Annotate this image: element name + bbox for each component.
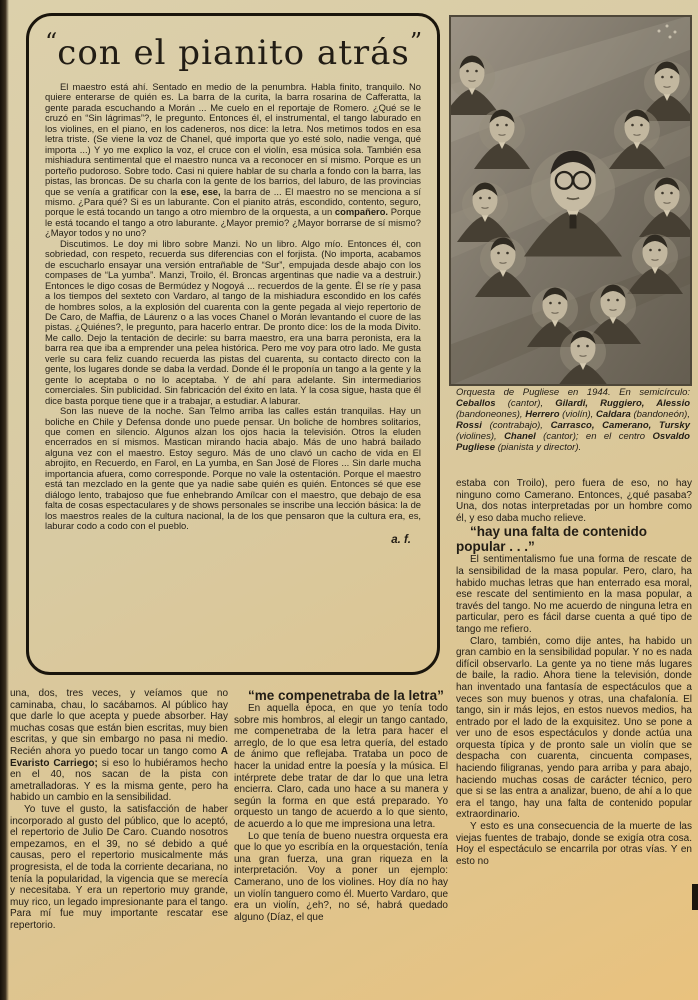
caption-text: (contrabajo), <box>481 420 551 431</box>
caption-text: (bandoneones), <box>456 409 526 420</box>
paragraph-text: si eso lo hubiéramos hecho en el 40, nos sacan de la pista con ametralladoras. Y es la misma gente, pero ha habido un cambio en la sensibilidad. <box>10 757 228 804</box>
musician-name: Carrasco, Camerano, Tursky <box>550 420 690 431</box>
column-paragraph: El sentimentalismo fue una forma de rescate de la sensibilidad de la masa popular. Pero, claro, ha habido muchas letras que han enterrado esa moral, ese rescate del sentimiento en la masa popular, a través del tango. No me acuerdo de ninguna letra en particular, pero es fácil darse cuenta a qué tipo de tango me refiero. <box>456 554 692 635</box>
author-initials: a. f. <box>391 534 411 547</box>
column-paragraph <box>10 688 228 804</box>
musician-name: Ceballos <box>456 398 496 409</box>
musician-name: Rossi <box>456 420 482 431</box>
paragraph-text: la barra de ... El maestro no se menciona a sí mismo. ¿Para qué? Si es un laburante. Con el pianito atrás, escondido, contento, seguro, porque le está tocando un tango a otro miembro de la orquesta, a un <box>45 185 421 218</box>
emphasis-text: A Evaristo Carriego; <box>10 745 228 769</box>
article-paragraph-2: Discutimos. Le doy mi libro sobre Manzi. No un libro. Algo mío. Entonces él, con sobriedad, con respeto, recuerda sus diferencias con el forjista. (No importa, acabamos de escucharlo ensayar una versión entrañable de “Sur”, empujada desde abajo con los compases de “La yumba”. Manzi, Troilo, él. Broncas argentinas que nadie va a destruir.) Entonces le digo cosas de Bermúdez y Nogoyá ... recuerdos de la gente. Él se ríe y pasa a los tiempos del sexteto con Vardaro, al tango de la mishiadura escondido en los cafés de hombres solos, a la explosión del cuarenta con la gente pegada al viejo repertorio de De Caro, de Maffia, de Láurenz o a las voces Chanel o Morán levantando el cuore de las pistas. ¿Quiénes?, le pregunto, para hacerlo entrar. De pronto dice: los de la moda Divito. Me callo. Dejo la tentación de decirle: su barra maestro, era una barra peronista, era la barra rea que iba a emprender una pelea histórica. Pero me voy para otro lado. Me gusta verle su cara feliz cuando recuerda las pistas del cuarenta, su contacto directo con la gente, los lugares donde se daba la verdad. Donde él le proponía un tango a la gente y la gente lo aceptaba o no lo aceptaba. Y de ahí para adelante. Sin intermediarios comerciales. Sin publicidad. Sin fabricación del éxito en lata. Y la cosa sigue, hasta que él dice basta porque tiene que ir a trabajar, a estudiar. A laburar. <box>45 237 421 406</box>
paragraph-text: una, dos, tres veces, y veíamos que no caminaba, chau, lo sacábamos. Al público hay que darle lo que acepta y puede absorber. Hay muchas cosas que están bien escritas, muy bien escritas, y que sin embargo no pasa ni medio. Recién ahora yo puedo tocar un tango como <box>10 688 228 757</box>
caption-text: (pianista y director). <box>495 442 582 453</box>
column-paragraph: Yo tuve el gusto, la satisfacción de haber incorporado al gusto del público, que lo aceptó, el repertorio de Julio De Caro. Cuando nosotros empezamos, en el 39, no sé debido a qué causas, pero el repertorio musicalmente más progresista, el de toda la corriente decariana, no tenía la popularidad, la vigencia que se merecía y necesitaba. Y era un repertorio muy grande, muy rico, un legado impresionante para el tango. Para mí fue muy importante rescatar ese repertorio. <box>10 803 228 931</box>
right-column <box>456 478 692 867</box>
photo-caption <box>456 387 690 453</box>
column-paragraph: Y esto es una consecuencia de la muerte de las viejas fuentes de trabajo, donde se exigía otra cosa. Hoy el espectáculo se encarrila por otras vías. Y en esto no <box>456 821 692 867</box>
title-close-quote: ” <box>409 28 423 56</box>
article-paragraph-3: Son las nueve de la noche. San Telmo arriba las calles están tranquilas. Hay un boliche en Chile y Defensa donde uno puede pensar. Un boliche de hombres solitarios, que comen en silencio. Algunos alzan los ojos hacia la televisión. Otros la eluden encerrados en sí mismos. Mastican mirando hacia abajo. Más de uno habrá bailado alguna vez con el maestro. Estoy seguro. Más de uno clavó un cacho de vida en El abrojito, en Recuerdo, en Farol, en La yumba, en San José de Flores ... Sin darle mucha importancia afuera, como corresponde. Porque no vale la ostentación. Porque el maestro está tan mezclado en la gente que ya nadie sabe quién es quién. Entonces sé que ese diálogo lento, trabajoso que fue enhebrando Amílcar con el maestro, que debajo de esa falta de cosas espectaculares y de shows personales se inscribe una lección básica: la de los maestros reales de la cultura nacional, la de los que pensaron que la cultura era, es, laburar codo a codo con el pueblo. <box>45 405 421 532</box>
column-paragraph: En aquella época, en que yo tenía todo sobre mis hombros, al elegir un tango cantado, me compenetraba de la letra para hacer el arreglo, de lo que esa letra quería, del estado de ánimo que reflejaba. Trataba un poco de hacer la unidad entre la poesía y la música. El intérprete debe tratar de dar lo que una letra encierra. Claro, cada uno hace a su manera y según la forma en que está preparado. Yo orquesto un tango de acuerdo a lo que siento, de acuerdo a lo que me impresiona una letra. <box>234 703 448 830</box>
caption-text: (violines), <box>456 431 505 442</box>
musician-name: Osvaldo Pugliese <box>456 431 690 453</box>
section-heading-contenido-popular: “hay una falta de contenido popular . . .” <box>456 524 648 555</box>
column-paragraph: Claro, también, como dije antes, ha habido un gran cambio en la sensibilidad popular. Y no es nada difícil observarlo. La gente ya no tiene más lugares de baile, la radio. Ahora tiene la televisión, donde han inventado una fantasía de espectáculos que a veces son muy buenos y otras, una chafalonía. El tango, sin ir más lejos, en estos nuevos medios, ha entrado por el lado de la exquisitez. Uno se pone a ver uno de esos espectáculos y donde actúa una orquesta típica y de pronto sale un violín que se despacha con cuarenta, cincuenta compases, haciendo filigranas, yendo para arriba y para abajo, haciendo muchas cosas de carácter técnico, pero que si se las entra a analizar, bueno, de ahí a lo que era el tango, hay una falta de contenido popular extraordinario. <box>456 635 692 821</box>
page-edge-mark <box>692 884 698 910</box>
caption-text: (violín), <box>559 409 596 420</box>
musician-name: Herrero <box>525 409 560 420</box>
middle-column <box>234 688 448 923</box>
musician-name: Caldara <box>595 409 631 420</box>
emphasis-text: ese, ese, <box>180 185 221 197</box>
caption-text: (cantor); en el centro <box>535 431 653 442</box>
column-paragraph: estaba con Troilo), pero fuera de eso, no hay ninguno como Camerano. Entonces, ¿qué pasaba? Una, dos notas interpretadas por un hombre como él, y eso daba mucho relieve. <box>456 478 692 524</box>
caption-text: Orquesta de Pugliese en 1944. En semicírculo: <box>456 387 690 398</box>
article-title <box>45 28 421 73</box>
framed-article <box>26 13 440 675</box>
orchestra-photo <box>449 15 692 386</box>
musician-name: Chanel <box>504 431 536 442</box>
left-column <box>10 688 228 931</box>
caption-text: (bandoneón), <box>630 409 690 420</box>
musician-name: Gilardi, Ruggiero, Alessio <box>555 398 691 409</box>
section-heading-compenetraba-letra: “me compenetraba de la letra” <box>248 688 444 703</box>
article-title-text: con el pianito atrás <box>57 33 410 73</box>
paragraph-text: Porque le está tocando el tango a otro laburante. ¿Mayor premio? ¿Mayor borrarse de sí mismo? ¿Mayor todos y no uno? <box>45 206 421 239</box>
title-open-quote: “ <box>45 28 58 56</box>
orchestra-photo-image <box>449 15 692 386</box>
page-gutter-shadow <box>0 0 9 1000</box>
column-paragraph: Lo que tenía de bueno nuestra orquesta era que lo que yo escribía en la orquestación, tenía una gran fuerza, una gran riqueza en la interpretación. Voy a poner un ejemplo: Camerano, uno de los violines. Hoy día no hay un violín tanguero como él. Muerto Vardaro, que era un violín, ¿eh?, no sé, habrá quedado alguno (Díaz, el que <box>234 830 448 923</box>
paragraph-text: El maestro está ahí. Sentado en medio de la penumbra. Habla finito, tranquilo. No quiere enterarse de quién es. La barra de la curita, la barra rosarina de Cafferatta, la gente parada escuchando a Morán ... Me cuelo en el reportaje de Romero. ¿Qué se le cruzó en “Sin lágrimas”?, le pregunto. Entonces él, el instrumental, el tango laburado en los violines, en el piano, en los cadeneros, nos dice: la letra. Nos metimos todos en esa letra triste. (Se viene la voz de Chanel, qué importa que yo esté solo, nadie venga, qué importa ...) Y yo me explico la voz, el cruce con el violín, esa música sola. También esa mishiadura sentimental que el maestro nunca va a reconocer en sí mismo. Porque es un porteño pudoroso. Sobre todo. Casi ni quiere hablar de su charla a fondo con la barra, las pistas, las broncas. De su charla con la gente de los barrios, del laburo, de las provincias que se venía a gratificar con la <box>45 81 421 197</box>
emphasis-text: compañero. <box>334 206 389 218</box>
caption-text: (cantor), <box>495 398 556 409</box>
article-paragraph-1 <box>45 82 421 239</box>
